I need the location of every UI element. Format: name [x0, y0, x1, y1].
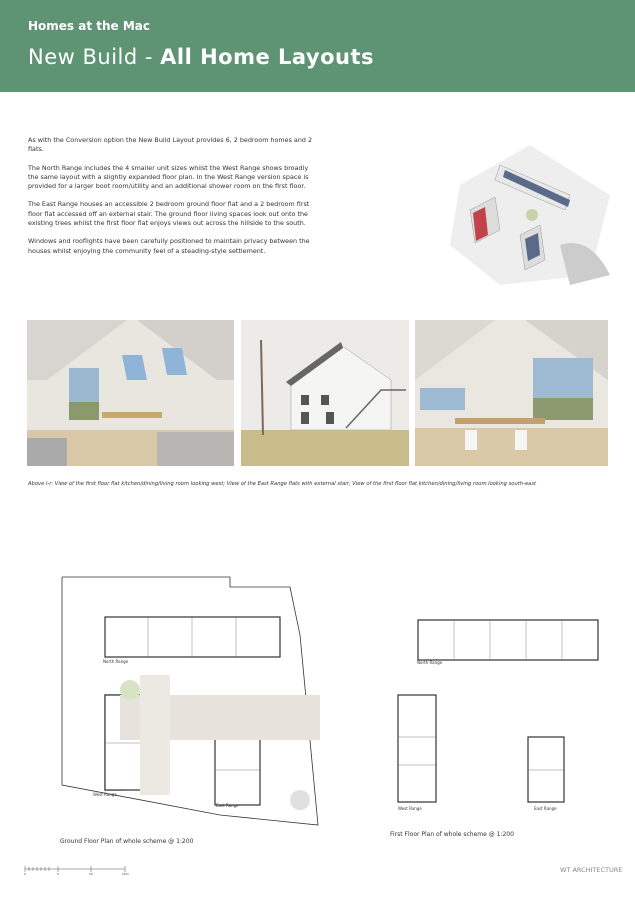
scale-tick-label: 15m	[122, 872, 129, 876]
first-plan-caption: First Floor Plan of whole scheme @ 1:200	[390, 831, 514, 838]
east-range-exterior-image	[241, 320, 409, 466]
scale-tick-label: 0	[24, 872, 26, 876]
footer-brand: WT ARCHITECTURE	[560, 866, 623, 874]
intro-paragraph: The East Range houses an accessible 2 bedroom ground floor flat and a 2 bedroom first floor flat accessed off an external stair. The ground floor living spaces look out onto the existing trees whilst the first floor flat enjoys views out across the hillside to the south.	[28, 200, 310, 228]
intro-paragraph: Windows and rooflights have been carefully positioned to maintain privacy between the houses whilst enjoying the community feel of a steading-style settlement.	[28, 237, 310, 255]
interior-view-southeast-image	[415, 320, 608, 466]
ground-plan-label-west: West Range	[93, 792, 117, 797]
page-title	[28, 45, 374, 69]
interior-view-west-image	[27, 320, 234, 466]
first-plan-label-east: East Range	[534, 806, 557, 811]
ground-plan-label-east: East Range	[216, 803, 239, 808]
first-floor-plan-drawing	[390, 615, 605, 810]
intro-paragraph: As with the Conversion option the New Build Layout provides 6, 2 bedroom homes and 2 flats.	[28, 136, 313, 154]
title-bold: All Home Layouts	[160, 45, 375, 69]
header-banner	[0, 0, 635, 92]
project-name: Homes at the Mac	[28, 19, 151, 33]
photo-caption: Above l-r: View of the first floor flat kitchen/dining/living room looking west; View of the East Range flats with external stair; View of the first floor flat kitchen/dining/living room looking south-east	[28, 481, 537, 487]
site-axonometric-image	[440, 135, 615, 295]
first-plan-label-north: North Range	[417, 660, 443, 665]
scale-bar	[22, 860, 132, 879]
scale-tick-label: 5	[57, 872, 59, 876]
intro-paragraph: The North Range includes the 4 smaller unit sizes whilst the West Range shows broadly the same layout with a slightly expanded floor plan. In the West Range version space is provided for a larger boot room/utility and an additional shower room on the first floor.	[28, 163, 309, 191]
ground-plan-label-north: North Range	[103, 659, 129, 664]
title-light: New Build -	[28, 45, 161, 69]
first-plan-label-west: West Range	[398, 806, 422, 811]
scale-tick-label: 10	[89, 872, 93, 876]
ground-plan-caption: Ground Floor Plan of whole scheme @ 1:200	[60, 838, 194, 845]
scale-bar-graphic	[22, 863, 132, 875]
intro-text	[28, 136, 313, 265]
